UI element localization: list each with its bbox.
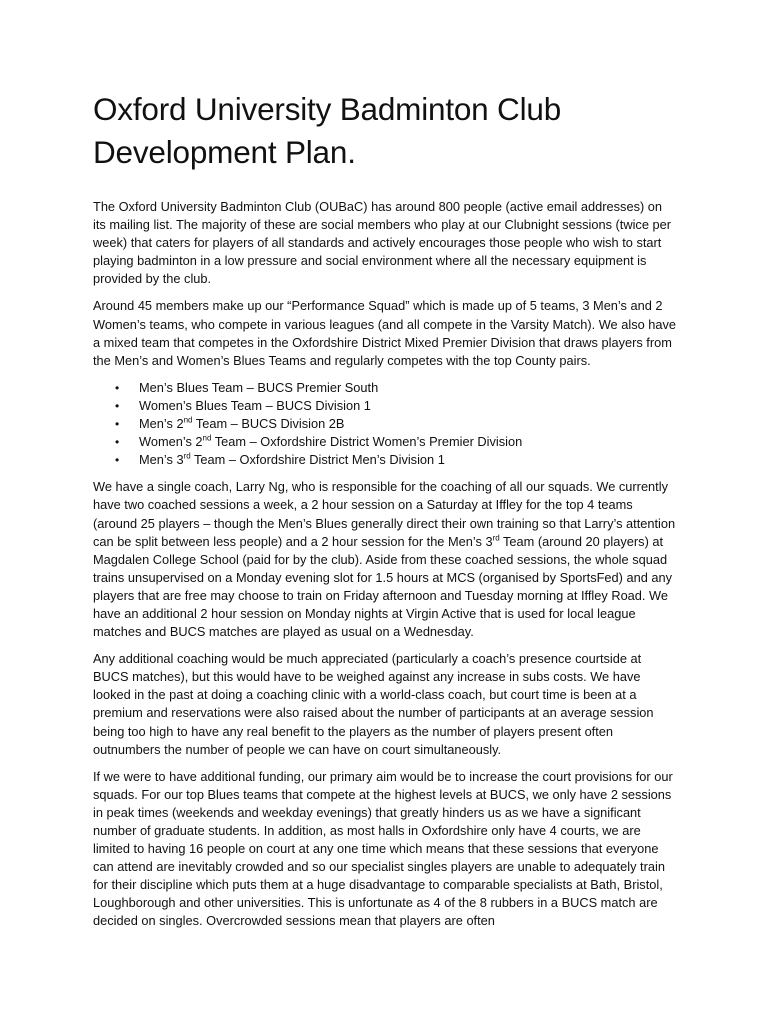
bullet-icon: • (115, 398, 120, 413)
paragraph-coaching: We have a single coach, Larry Ng, who is responsible for the coaching of all our squads. We currently have two coached sessions a week, a 2 hour session on a Saturday at Iffley for the top 4 teams (around 25 players – though the Men’s Blues generally direct their own training so that Larry’s attention can be split between less people) and a 2 hour session for the Men’s 3rd Team (around 20 players) at Magdalen College School (paid for by the club). Aside from these coached sessions, the whole squad trains unsupervised on a Monday evening slot for 1.5 hours at MCS (organised by SportsFed) and any players that are free may choose to train on Friday afternoon and Tuesday morning at Iffley Road. We have an additional 2 hour session on Monday nights at Virgin Active that is used for local league matches and BUCS matches are played as usual on a Wednesday. (93, 479, 676, 640)
ordinal-suffix: rd (492, 533, 500, 543)
team-league: Team – Oxfordshire District Men’s Division 1 (190, 452, 445, 468)
title-line-1: Oxford University Badminton Club (93, 91, 562, 127)
team-name: Men’s 3 (139, 452, 184, 468)
team-name: Women’s Blues Team – BUCS Division 1 (139, 397, 371, 413)
document-body (93, 88, 678, 940)
team-league: Team – BUCS Division 2B (192, 416, 345, 432)
bullet-icon: • (115, 380, 120, 395)
team-name: Women’s 2 (139, 434, 203, 450)
ordinal-suffix: nd (183, 415, 193, 425)
bullet-icon: • (115, 453, 120, 468)
team-list-item (93, 433, 678, 451)
team-list (93, 379, 678, 469)
team-list-item (93, 379, 678, 397)
team-list-item (93, 451, 678, 469)
paragraph-funding: If we were to have additional funding, our primary aim would be to increase the court provisions for our squads. For our top Blues teams that compete at the highest levels at BUCS, we only have 2 sessions in peak times (weekends and weekday evenings) that greatly hinders us as we have a significant number of graduate students. In addition, as most halls in Oxfordshire only have 4 courts, we are limited to having 16 people on court at any one time which means that these sessions that everyone can attend are inevitably crowded and so our specialist singles players are unable to adequately train for their discipline which puts them at a huge disadvantage to comparable specialists at Bath, Bristol, Loughborough and other universities. This is unfortunate as 4 of the 8 rubbers in a BUCS match are decided on singles. Overcrowded sessions mean that players are often (93, 768, 673, 929)
paragraph-intro: The Oxford University Badminton Club (OUBaC) has around 800 people (active email addresses) on its mailing list. The majority of these are social members who play at our Clubnight sessions (twice per week) that caters for players of all standards and actively encourages those people who wish to start playing badminton in a low pressure and social environment where all the necessary equipment is provided by the club. (93, 199, 671, 287)
paragraph-additional-coaching: Any additional coaching would be much appreciated (particularly a coach’s presence courtside at BUCS matches), but this would have to be weighed against any increase in subs costs. We have looked in the past at doing a coaching clinic with a world-class coach, but court time is been at a premium and reservations were also raised about the number of participants at an average session being too high to have any real benefit to the players as the number of players present often outnumbers the number of people we can have on court simultaneously. (93, 651, 654, 757)
team-list-item (93, 415, 678, 433)
team-name: Men’s Blues Team – BUCS Premier South (139, 379, 379, 395)
document-title (93, 88, 678, 174)
team-name: Men’s 2 (139, 416, 184, 432)
bullet-icon: • (115, 435, 120, 450)
bullet-icon: • (115, 417, 120, 432)
ordinal-suffix: rd (183, 451, 191, 461)
team-league: Team – Oxfordshire District Women’s Premier Division (211, 434, 523, 450)
team-list-item (93, 397, 678, 415)
paragraph-performance-squad: Around 45 members make up our “Performance Squad” which is made up of 5 teams, 3 Men’s and 2 Women’s teams, who compete in various leagues (and all compete in the Varsity Match). We also have a mixed team that competes in the Oxfordshire District Mixed Premier Division that draws players from the Men’s and Women’s Blues Teams and regularly competes with the top County pairs. (93, 298, 677, 368)
title-line-2: Development Plan. (93, 134, 356, 170)
ordinal-suffix: nd (202, 433, 212, 443)
